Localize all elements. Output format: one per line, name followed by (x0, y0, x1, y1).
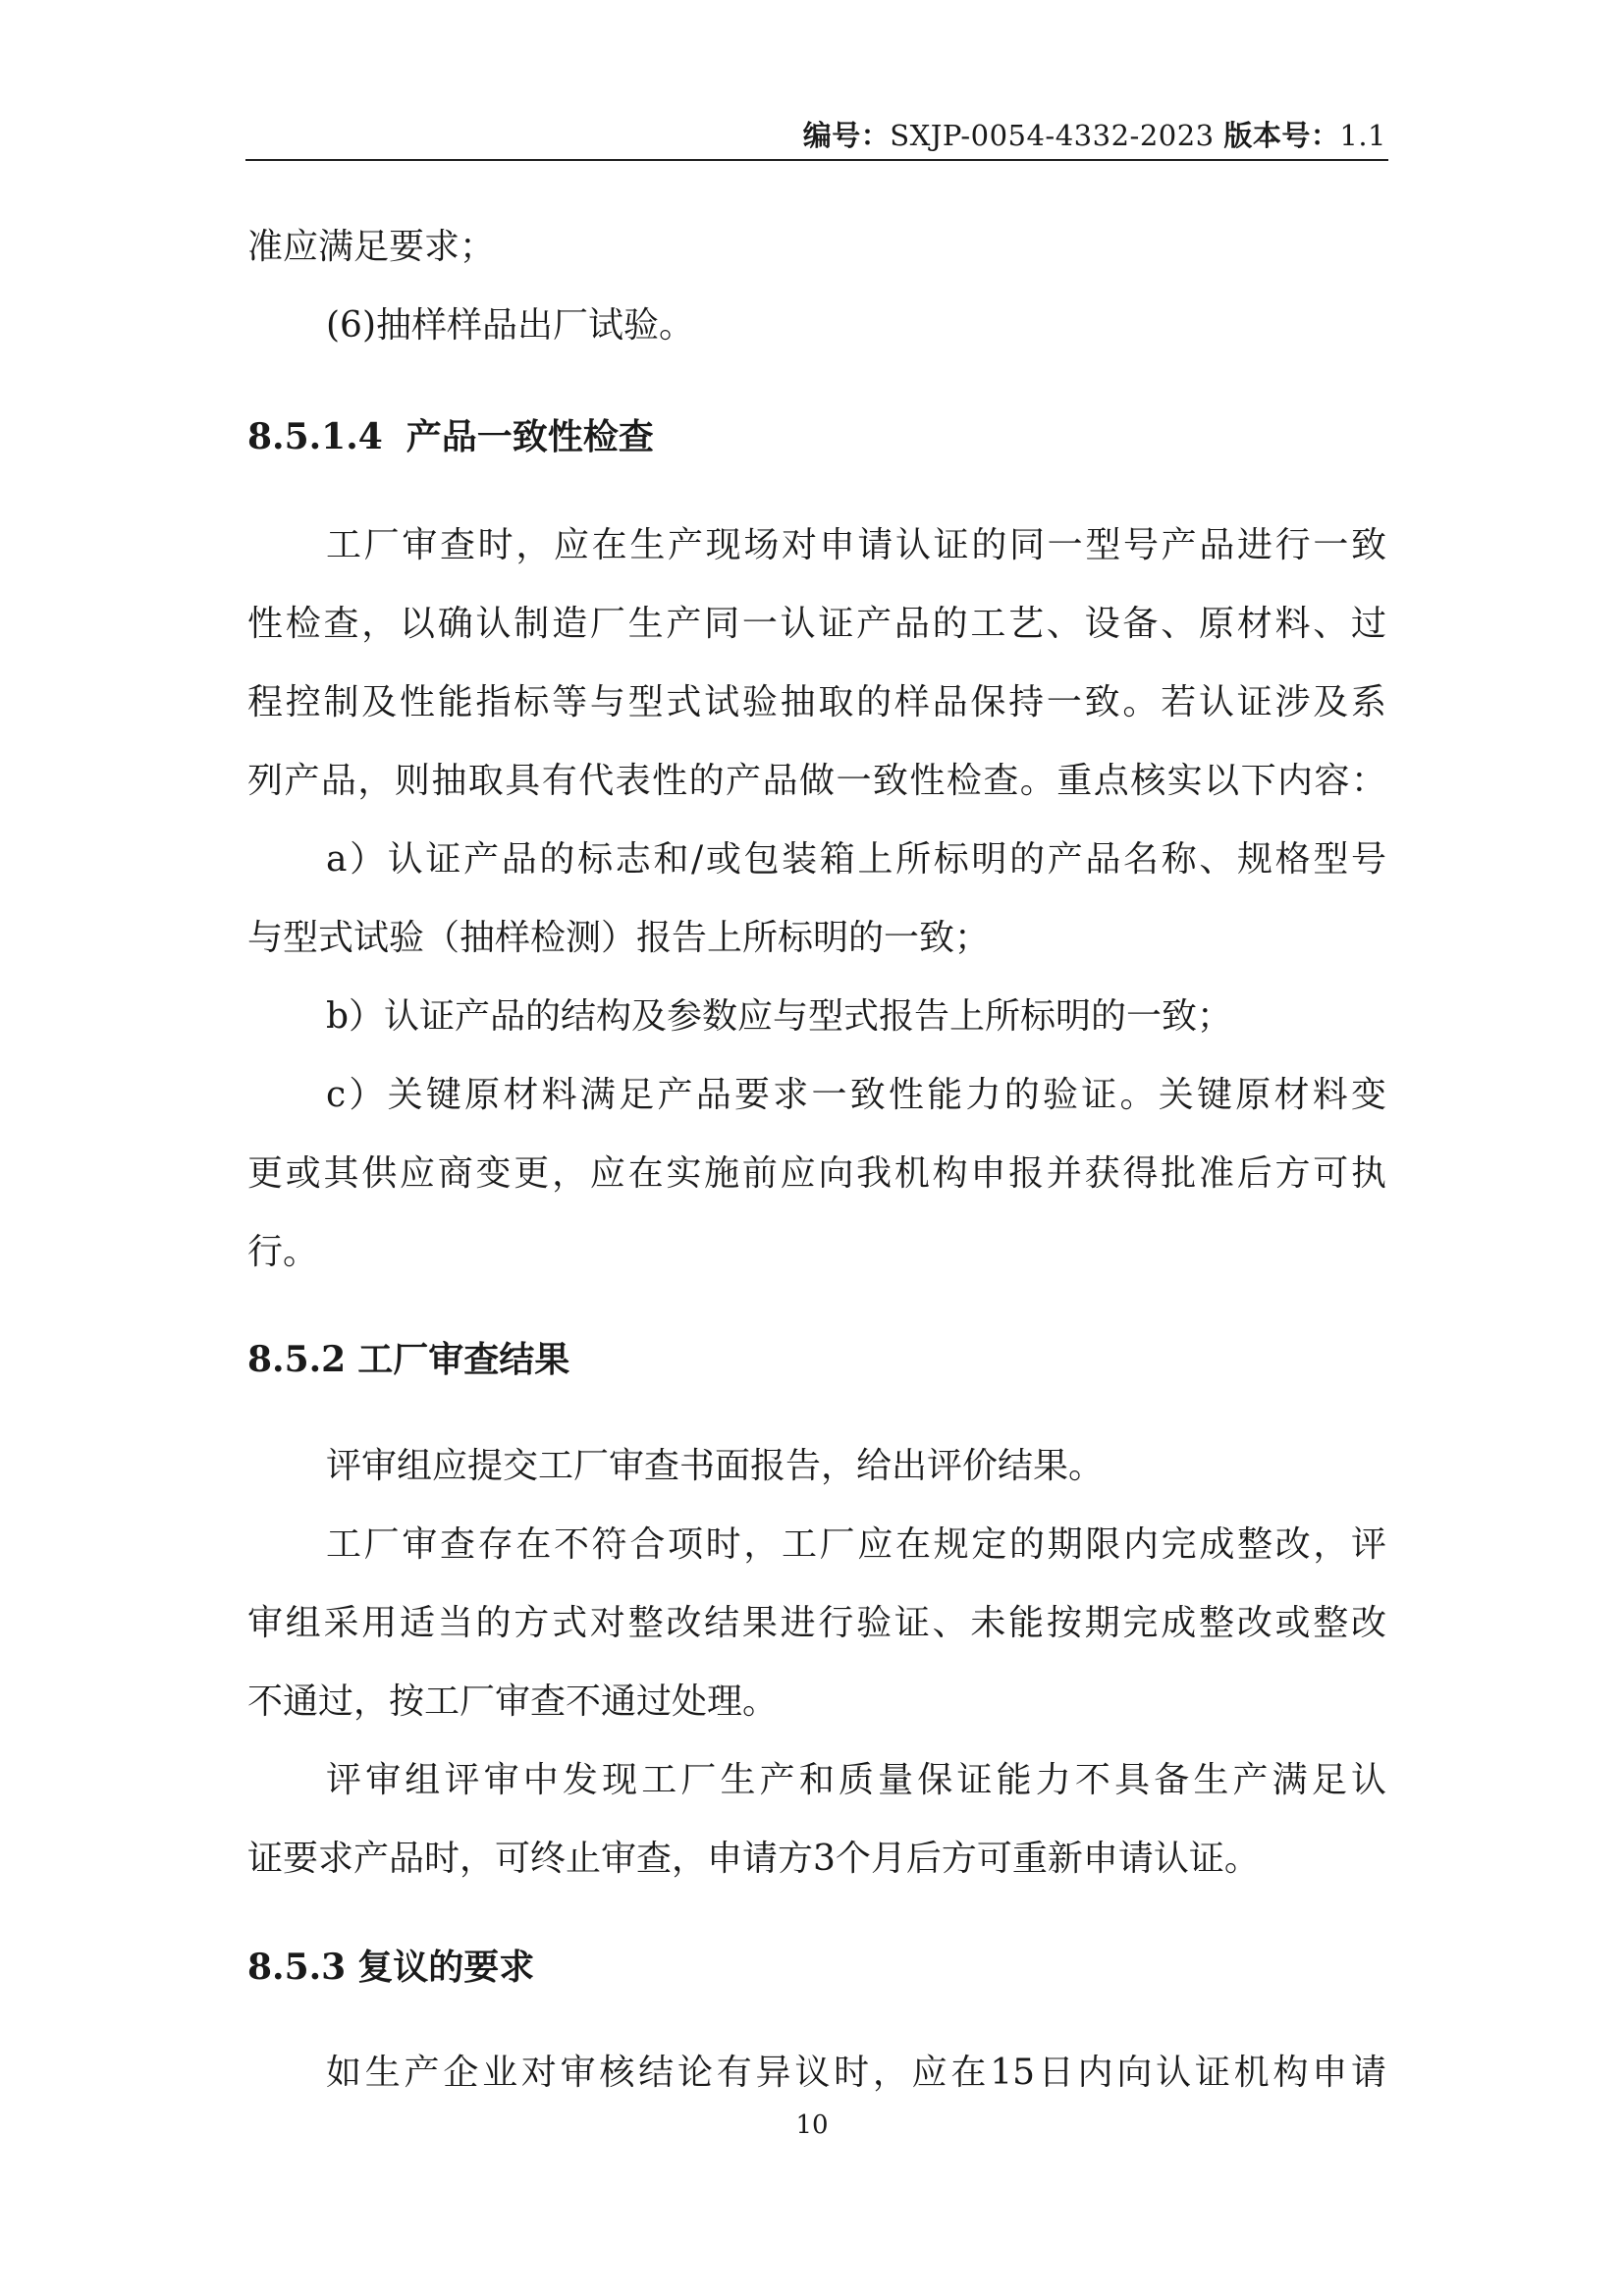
doc-code-label: 编号： (802, 119, 891, 152)
section-title: 产品一致性检查 (406, 416, 654, 457)
version-label: 版本号： (1223, 119, 1340, 152)
section-number: 8.5.3 (247, 1947, 347, 1988)
version-value: 1.1 (1339, 119, 1386, 152)
paragraph-line: 程控制及性能指标等与型式试验抽取的样品保持一致。若认证涉及系 (247, 682, 1386, 722)
paragraph-line: 工厂审查存在不符合项时，工厂应在规定的期限内完成整改，评 (326, 1524, 1386, 1565)
paragraph-line: 评审组应提交工厂审查书面报告，给出评价结果。 (326, 1446, 1105, 1486)
paragraph-line: 不通过，按工厂审查不通过处理。 (247, 1682, 779, 1722)
paragraph-line: 证要求产品时，可终止审查，申请方3个月后方可重新申请认证。 (247, 1839, 1260, 1879)
paragraph-line: 更或其供应商变更，应在实施前应向我机构申报并获得批准后方可执 (247, 1153, 1386, 1194)
paragraph-line: 性检查，以确认制造厂生产同一认证产品的工艺、设备、原材料、过 (247, 604, 1386, 644)
list-item-6: (6)抽样样品出厂试验。 (326, 305, 694, 346)
list-item-b: b）认证产品的结构及参数应与型式报告上所标明的一致； (326, 996, 1233, 1037)
header-divider (245, 159, 1388, 161)
paragraph-line: 准应满足要求； (247, 227, 496, 267)
paragraph-line: 工厂审查时，应在生产现场对申请认证的同一型号产品进行一致 (326, 525, 1386, 565)
section-heading-8-5-3 (247, 1944, 534, 1991)
paragraph-line: 与型式试验（抽样检测）报告上所标明的一致； (247, 918, 991, 958)
paragraph-line: 如生产企业对审核结论有异议时，应在15日内向认证机构申请 (326, 2053, 1386, 2093)
list-item-c: c）关键原材料满足产品要求一致性能力的验证。关键原材料变 (326, 1075, 1386, 1115)
paragraph-line: 审组采用适当的方式对整改结果进行验证、未能按期完成整改或整改 (247, 1603, 1386, 1643)
list-item-a: a）认证产品的标志和/或包装箱上所标明的产品名称、规格型号 (326, 839, 1386, 880)
paragraph-line: 评审组评审中发现工厂生产和质量保证能力不具备生产满足认 (326, 1760, 1386, 1800)
section-number: 8.5.2 (247, 1339, 347, 1380)
paragraph-line: 列产品，则抽取具有代表性的产品做一致性检查。重点核实以下内容： (247, 761, 1386, 801)
section-heading-8-5-2 (247, 1336, 569, 1383)
section-heading-8-5-1-4 (247, 413, 654, 460)
page-number: 10 (795, 2110, 829, 2140)
section-title: 复议的要求 (357, 1947, 535, 1988)
paragraph-line: 行。 (247, 1232, 319, 1272)
document-header (247, 116, 1386, 155)
doc-code-value: SXJP-0054-4332-2023 (890, 119, 1215, 152)
section-title: 工厂审查结果 (357, 1339, 570, 1380)
section-number: 8.5.1.4 (247, 416, 383, 457)
